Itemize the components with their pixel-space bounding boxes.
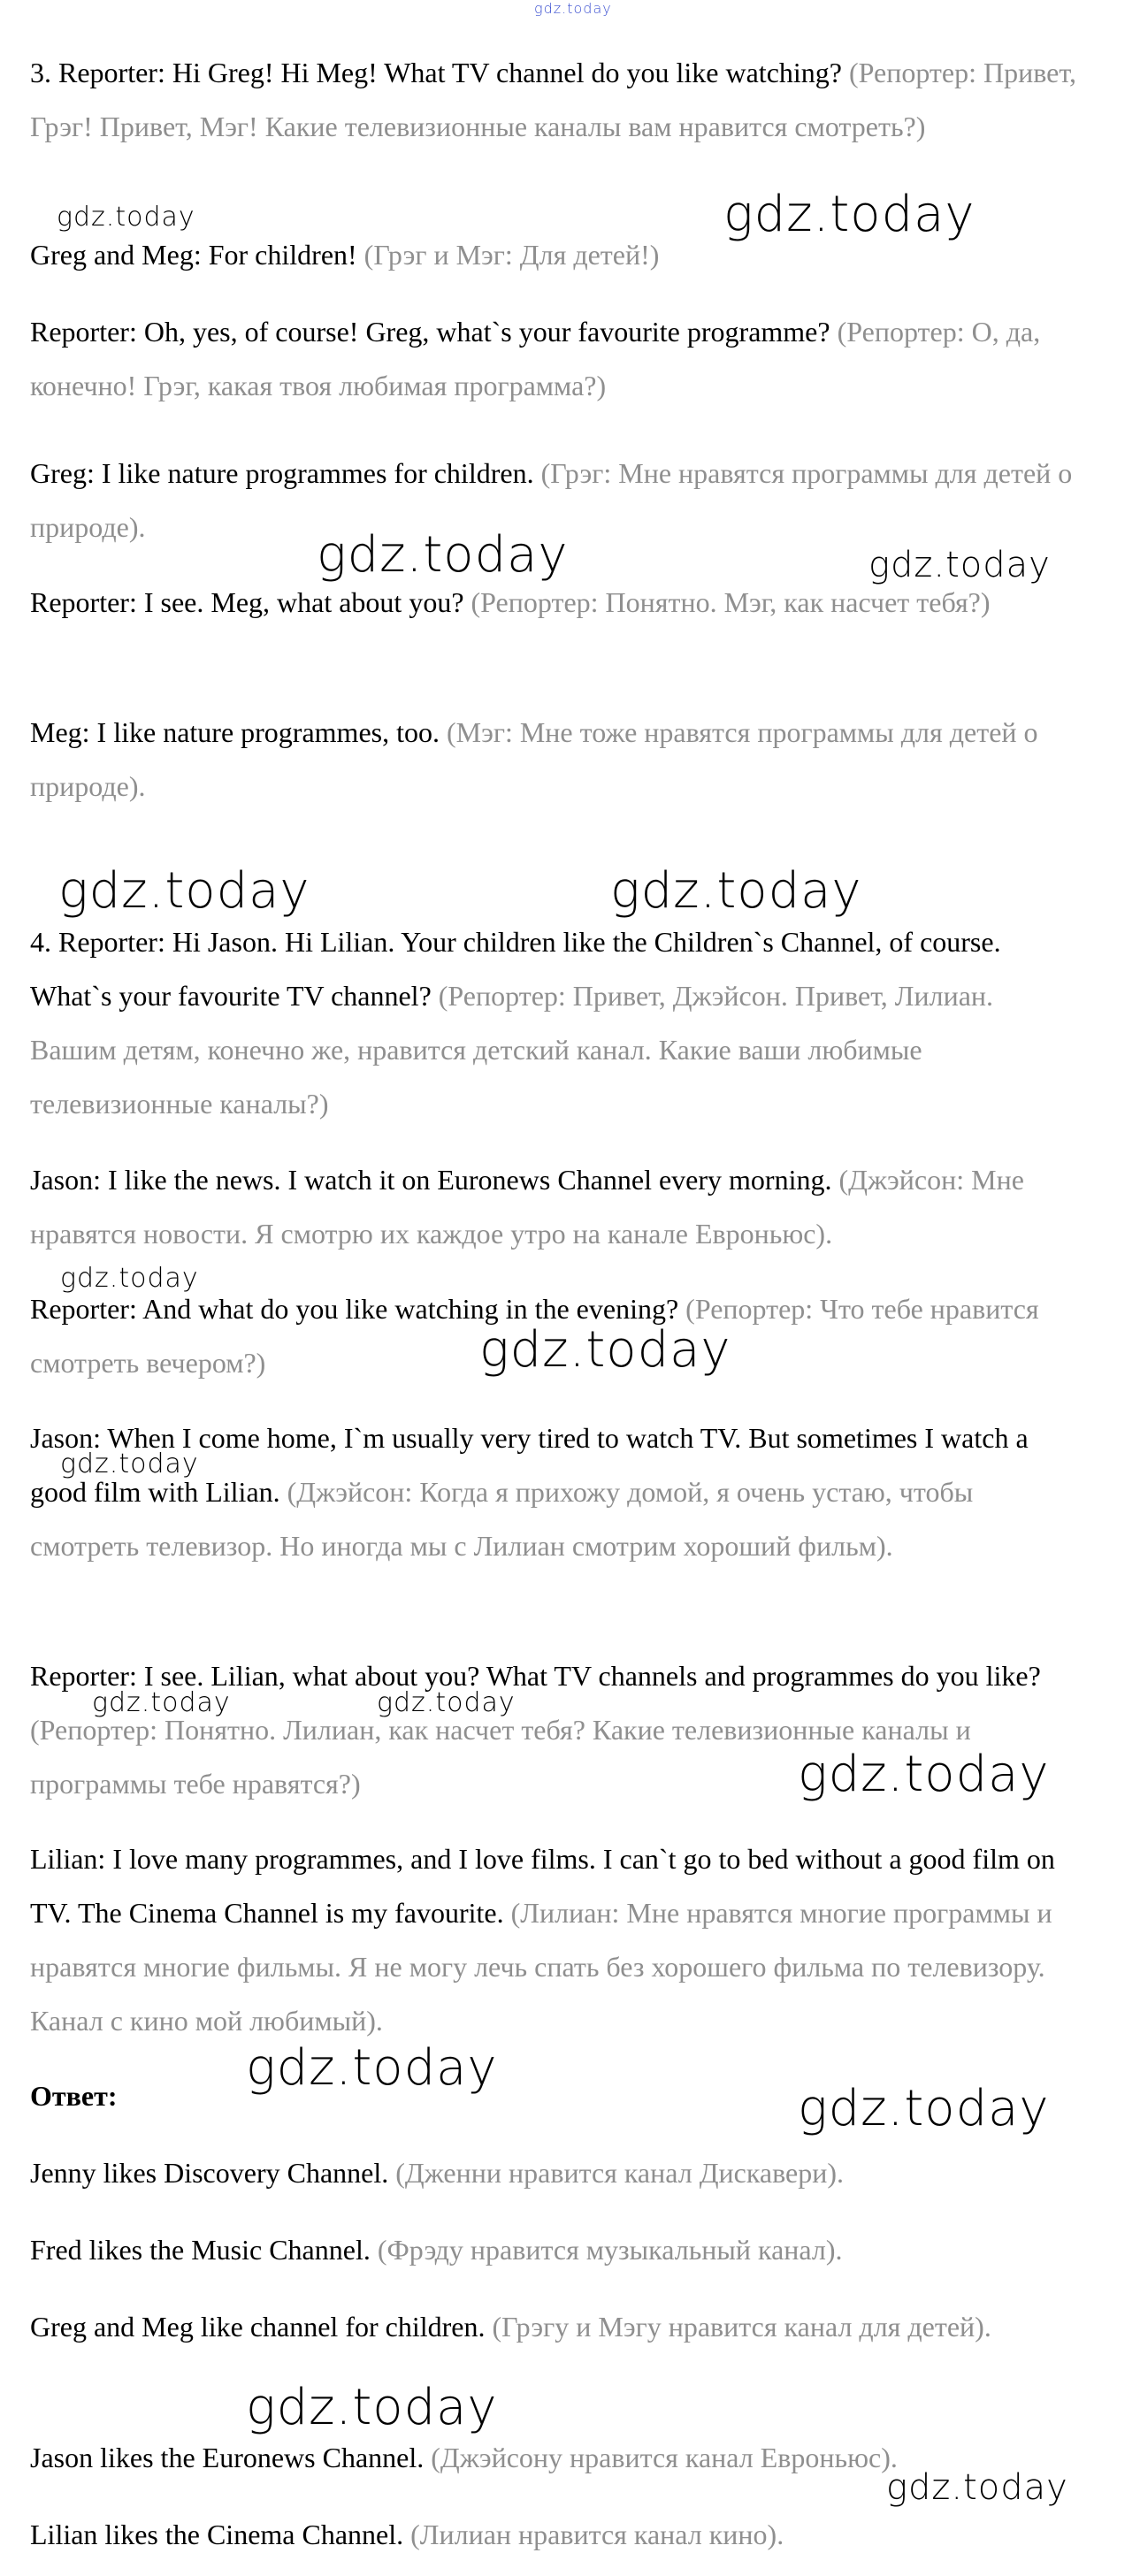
russian-translation: (Лилиан нравится канал кино). [410, 2519, 784, 2550]
watermark: gdz.today [57, 202, 195, 233]
english-text: Jason: When I come home, I`m usually very tired to watch TV. But sometimes I watch a good film with Lilian. [30, 1422, 1029, 1508]
answer-heading: Ответ: [30, 2080, 118, 2112]
english-text: Reporter: Oh, yes, of course! Greg, what`s your favourite programme? [30, 316, 830, 348]
english-text: Jason: I like the news. I watch it on Euronews Channel every morning. [30, 1164, 832, 1196]
watermark: gdz.today [479, 1321, 731, 1379]
watermark: gdz.today [798, 2080, 1050, 2137]
russian-translation: (Репортер: Привет, Джэйсон. Привет, Лилиан. Вашим детям, конечно же, нравится детский канал. Какие ваши любимые телевизионные каналы?) [30, 980, 994, 1120]
russian-translation: (Репортер: Понятно. Мэг, как насчет тебя?) [471, 586, 991, 618]
dialogue-line-10 [30, 1411, 1083, 1573]
watermark: gdz.today [868, 545, 1051, 585]
russian-translation: (Грэг: Мне нравятся программы для детей о природе). [30, 457, 1073, 543]
russian-translation: (Лилиан: Мне нравятся многие программы и нравятся многие фильмы. Я не могу лечь спать без хорошего фильма по телевизору. Канал с кино мой любимый). [30, 1897, 1052, 2037]
russian-translation: (Фрэду нравится музыкальный канал). [377, 2234, 843, 2266]
answer-line-3 [30, 2300, 1083, 2354]
watermark: gdz.today [58, 862, 310, 920]
russian-translation: (Репортер: О, да, конечно! Грэг, какая твоя любимая программа?) [30, 316, 1041, 401]
english-text: Jenny likes Discovery Channel. [30, 2157, 389, 2189]
russian-translation: (Дженни нравится канал Дискавери). [395, 2157, 845, 2189]
watermark: gdz.today [246, 2379, 498, 2436]
russian-translation: (Грэгу и Мэгу нравится канал для детей). [492, 2311, 991, 2343]
english-text: 4. Reporter: Hi Jason. Hi Lilian. Your children like the Children`s Channel, of course. What`s your favourite TV channel? [30, 926, 1001, 1012]
answer-line-5 [30, 2508, 1083, 2562]
english-text: Lilian likes the Cinema Channel. [30, 2519, 404, 2550]
dialogue-line-6 [30, 706, 1083, 814]
dialogue-line-7 [30, 915, 1083, 1131]
russian-translation: (Джэйсон: Мне нравятся новости. Я смотрю их каждое утро на канале Евроньюс). [30, 1164, 1024, 1250]
dialogue-line-3 [30, 305, 1083, 413]
english-text: 3. Reporter: Hi Greg! Hi Meg! What TV channel do you like watching? [30, 57, 842, 88]
dialogue-line-12 [30, 1832, 1083, 2048]
watermark: gdz.today [377, 1687, 516, 1718]
english-text: Meg: I like nature programmes, too. [30, 716, 440, 748]
watermark: gdz.today [246, 2039, 498, 2097]
watermark: gdz.today [610, 862, 862, 920]
english-text: Jason likes the Euronews Channel. [30, 2442, 425, 2473]
russian-translation: (Мэг: Мне тоже нравятся программы для детей о природе). [30, 716, 1038, 802]
answer-line-1 [30, 2146, 1083, 2200]
watermark: gdz.today [317, 526, 569, 584]
english-text: Reporter: I see. Meg, what about you? [30, 586, 464, 618]
english-text: Lilian: I love many programmes, and I love films. I can`t go to bed without a good film on TV. The Cinema Channel is my favourite. [30, 1843, 1055, 1929]
russian-translation: (Репортер: Что тебе нравится смотреть вечером?) [30, 1293, 1039, 1379]
english-text: Greg and Meg: For children! [30, 239, 357, 271]
watermark: gdz.today [886, 2467, 1068, 2508]
russian-translation: (Джэйсон: Когда я прихожу домой, я очень устаю, чтобы смотреть телевизор. Но иногда мы с Лилиан смотрим хороший фильм). [30, 1476, 974, 1562]
dialogue-line-8 [30, 1153, 1083, 1261]
russian-translation: (Джэйсону нравится канал Евроньюс). [431, 2442, 898, 2473]
watermark: gdz.today [92, 1687, 231, 1718]
watermark: gdz.today [60, 1263, 199, 1294]
english-text: Fred likes the Music Channel. [30, 2234, 371, 2266]
watermark: gdz.today [534, 0, 612, 17]
answer-line-2 [30, 2223, 1083, 2277]
english-text: Reporter: I see. Lilian, what about you? What TV channels and programmes do you like? [30, 1660, 1041, 1692]
english-text: Greg and Meg like channel for children. [30, 2311, 486, 2343]
english-text: Greg: I like nature programmes for children. [30, 457, 534, 489]
dialogue-line-1 [30, 46, 1083, 154]
watermark: gdz.today [723, 186, 976, 243]
watermark: gdz.today [798, 1746, 1050, 1803]
english-text: Reporter: And what do you like watching in the evening? [30, 1293, 679, 1325]
watermark: gdz.today [60, 1449, 199, 1479]
russian-translation: (Репортер: Привет, Грэг! Привет, Мэг! Какие телевизионные каналы вам нравится смотреть?) [30, 57, 1076, 142]
russian-translation: (Грэг и Мэг: Для детей!) [363, 239, 660, 271]
russian-translation: (Репортер: Понятно. Лилиан, как насчет тебя? Какие телевизионные каналы и программы тебе нравятся?) [30, 1714, 971, 1800]
